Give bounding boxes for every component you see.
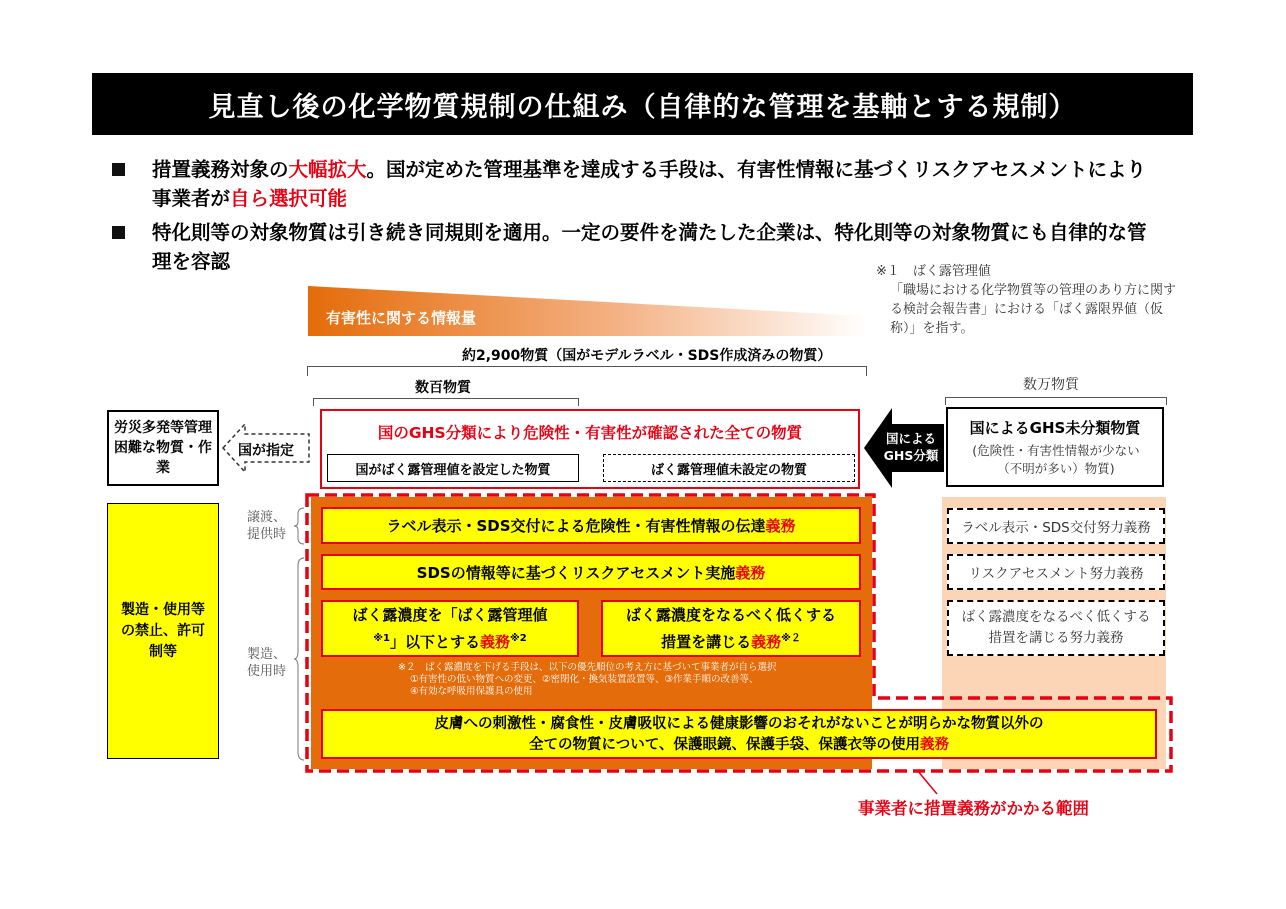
bullet-1-text-b: 。国が定めた管理基準を達成する手段は、有害性情報に基づくリスクアセスメントにより事業者が — [152, 158, 1146, 210]
note-2-line2: ①有害性の低い物質への変更、②密閉化・換気装置設置等、③作業手順の改善等、 — [410, 674, 759, 685]
approx-bracket — [307, 366, 867, 376]
scope-pointer-line — [915, 768, 945, 798]
duty-exposure-limit-gimu: 義務 — [479, 632, 510, 651]
duty-exposure-limit-box — [321, 600, 579, 657]
bullet-square-icon — [112, 163, 125, 176]
note-1-heading: ※１ ばく露管理値 — [876, 264, 991, 279]
hazardous-work-box: 労災多発等管理困難な物質・作業 — [107, 410, 219, 486]
duty-protective-equipment-line2: 全ての物質について、保護眼鏡、保護手袋、保護衣等の使用 — [529, 737, 920, 753]
duty-label-sds-gimu: 義務 — [765, 517, 796, 535]
duty-exposure-limit-sup2: ※2 — [510, 632, 527, 644]
note-1 — [876, 262, 1176, 338]
duty-risk-assessment-box — [321, 554, 861, 590]
duty-label-sds-text: ラベル表示・SDS交付による危険性・有害性情報の伝達 — [386, 517, 766, 535]
duty-label-sds-box — [321, 507, 861, 544]
exposure-limit-set-box: 国がばく露管理値を設定した物質 — [327, 454, 579, 482]
duty-minimize-exposure-text2: 措置を講じる — [661, 632, 752, 651]
duty-minimize-exposure-sup: ※２ — [781, 632, 801, 644]
duty-minimize-exposure-text1: ばく露濃度をなるべく低くする — [625, 605, 836, 624]
tens-of-thousands-label: 数万物質 — [1023, 377, 1079, 393]
duty-risk-assessment-text: SDSの情報等に基づくリスクアセスメント実施 — [416, 563, 736, 582]
duty-exposure-limit-text1: ばく露濃度を「ばく露管理値 — [352, 605, 548, 624]
ban-permit-box: 製造・使用等の禁止、許可制等 — [107, 503, 219, 759]
manufacture-label: 製造、使用時 — [247, 647, 287, 679]
effort-label-sds-box: ラベル表示・SDS交付努力義務 — [947, 508, 1165, 544]
unclassified-title: 国によるGHS未分類物質 — [969, 419, 1141, 437]
unclassified-sub: (危険性・有害性情報が少ない（不明が多い）物質) — [972, 443, 1140, 476]
hundreds-label: 数百物質 — [415, 380, 471, 396]
duty-risk-assessment-gimu: 義務 — [735, 563, 766, 582]
transfer-label: 譲渡、提供時 — [247, 510, 287, 542]
note-2-line1: ※２ ばく露濃度を下げる手段は、以下の優先順位の考え方に基づいて事業者が自ら選択 — [398, 662, 777, 673]
note-1-body: 「職場における化学物質等の管理のあり方に関する検討会報告書」における「ばく露限界値（仮称）」を指す。 — [890, 283, 1177, 336]
bullet-1-text-a: 措置義務対象の — [152, 158, 289, 181]
page-title: 見直し後の化学物質規制の仕組み（自律的な管理を基軸とする規制） — [92, 73, 1193, 135]
info-amount-label: 有害性に関する情報量 — [326, 309, 477, 327]
duty-protective-equipment-box — [321, 709, 1157, 759]
approx-count-label: 約2,900物質（国がモデルラベル・SDS作成済みの物質） — [462, 348, 832, 364]
note-2-line3: ④有効な呼吸用保護具の使用 — [410, 686, 533, 697]
duty-protective-equipment-line1: 皮膚への刺激性・腐食性・皮膚吸収による健康影響のおそれがないことが明らかな物質以外の — [434, 716, 1044, 732]
duty-minimize-exposure-gimu: 義務 — [751, 632, 782, 651]
ghs-confirmed-title: 国のGHS分類により危険性・有害性が確認された全ての物質 — [377, 424, 803, 442]
effort-minimize-exposure-box: ばく露濃度をなるべく低くする措置を講じる努力義務 — [947, 600, 1165, 656]
hundreds-bracket — [313, 398, 579, 406]
bullet-1-highlight-b: 自ら選択可能 — [230, 187, 348, 210]
duty-minimize-exposure-box — [601, 600, 861, 657]
bullet-1 — [112, 155, 1172, 215]
effort-risk-assessment-box: リスクアセスメント努力義務 — [947, 554, 1165, 590]
duty-exposure-limit-text2: 」以下とする — [389, 632, 480, 651]
tens-of-thousands-bracket — [945, 397, 1167, 405]
duty-protective-equipment-gimu: 義務 — [919, 737, 949, 753]
bullet-2-text: 特化則等の対象物質は引き続き同規則を適用。一定の要件を満たした企業は、特化則等の対象物質にも自律的な管理を容認 — [152, 221, 1147, 273]
designate-arrow-label: 国が指定 — [238, 443, 294, 459]
duty-exposure-limit-sup1: ※1 — [373, 632, 390, 644]
note-2 — [398, 662, 878, 698]
exposure-limit-unset-box: ばく露管理値未設定の物質 — [603, 454, 855, 482]
scope-label: 事業者に措置義務がかかる範囲 — [858, 799, 1089, 818]
bullet-square-icon — [112, 226, 125, 239]
bullet-1-highlight-a: 大幅拡大 — [288, 158, 367, 181]
ghs-classification-arrow-label: 国によるGHS分類 — [883, 431, 939, 463]
